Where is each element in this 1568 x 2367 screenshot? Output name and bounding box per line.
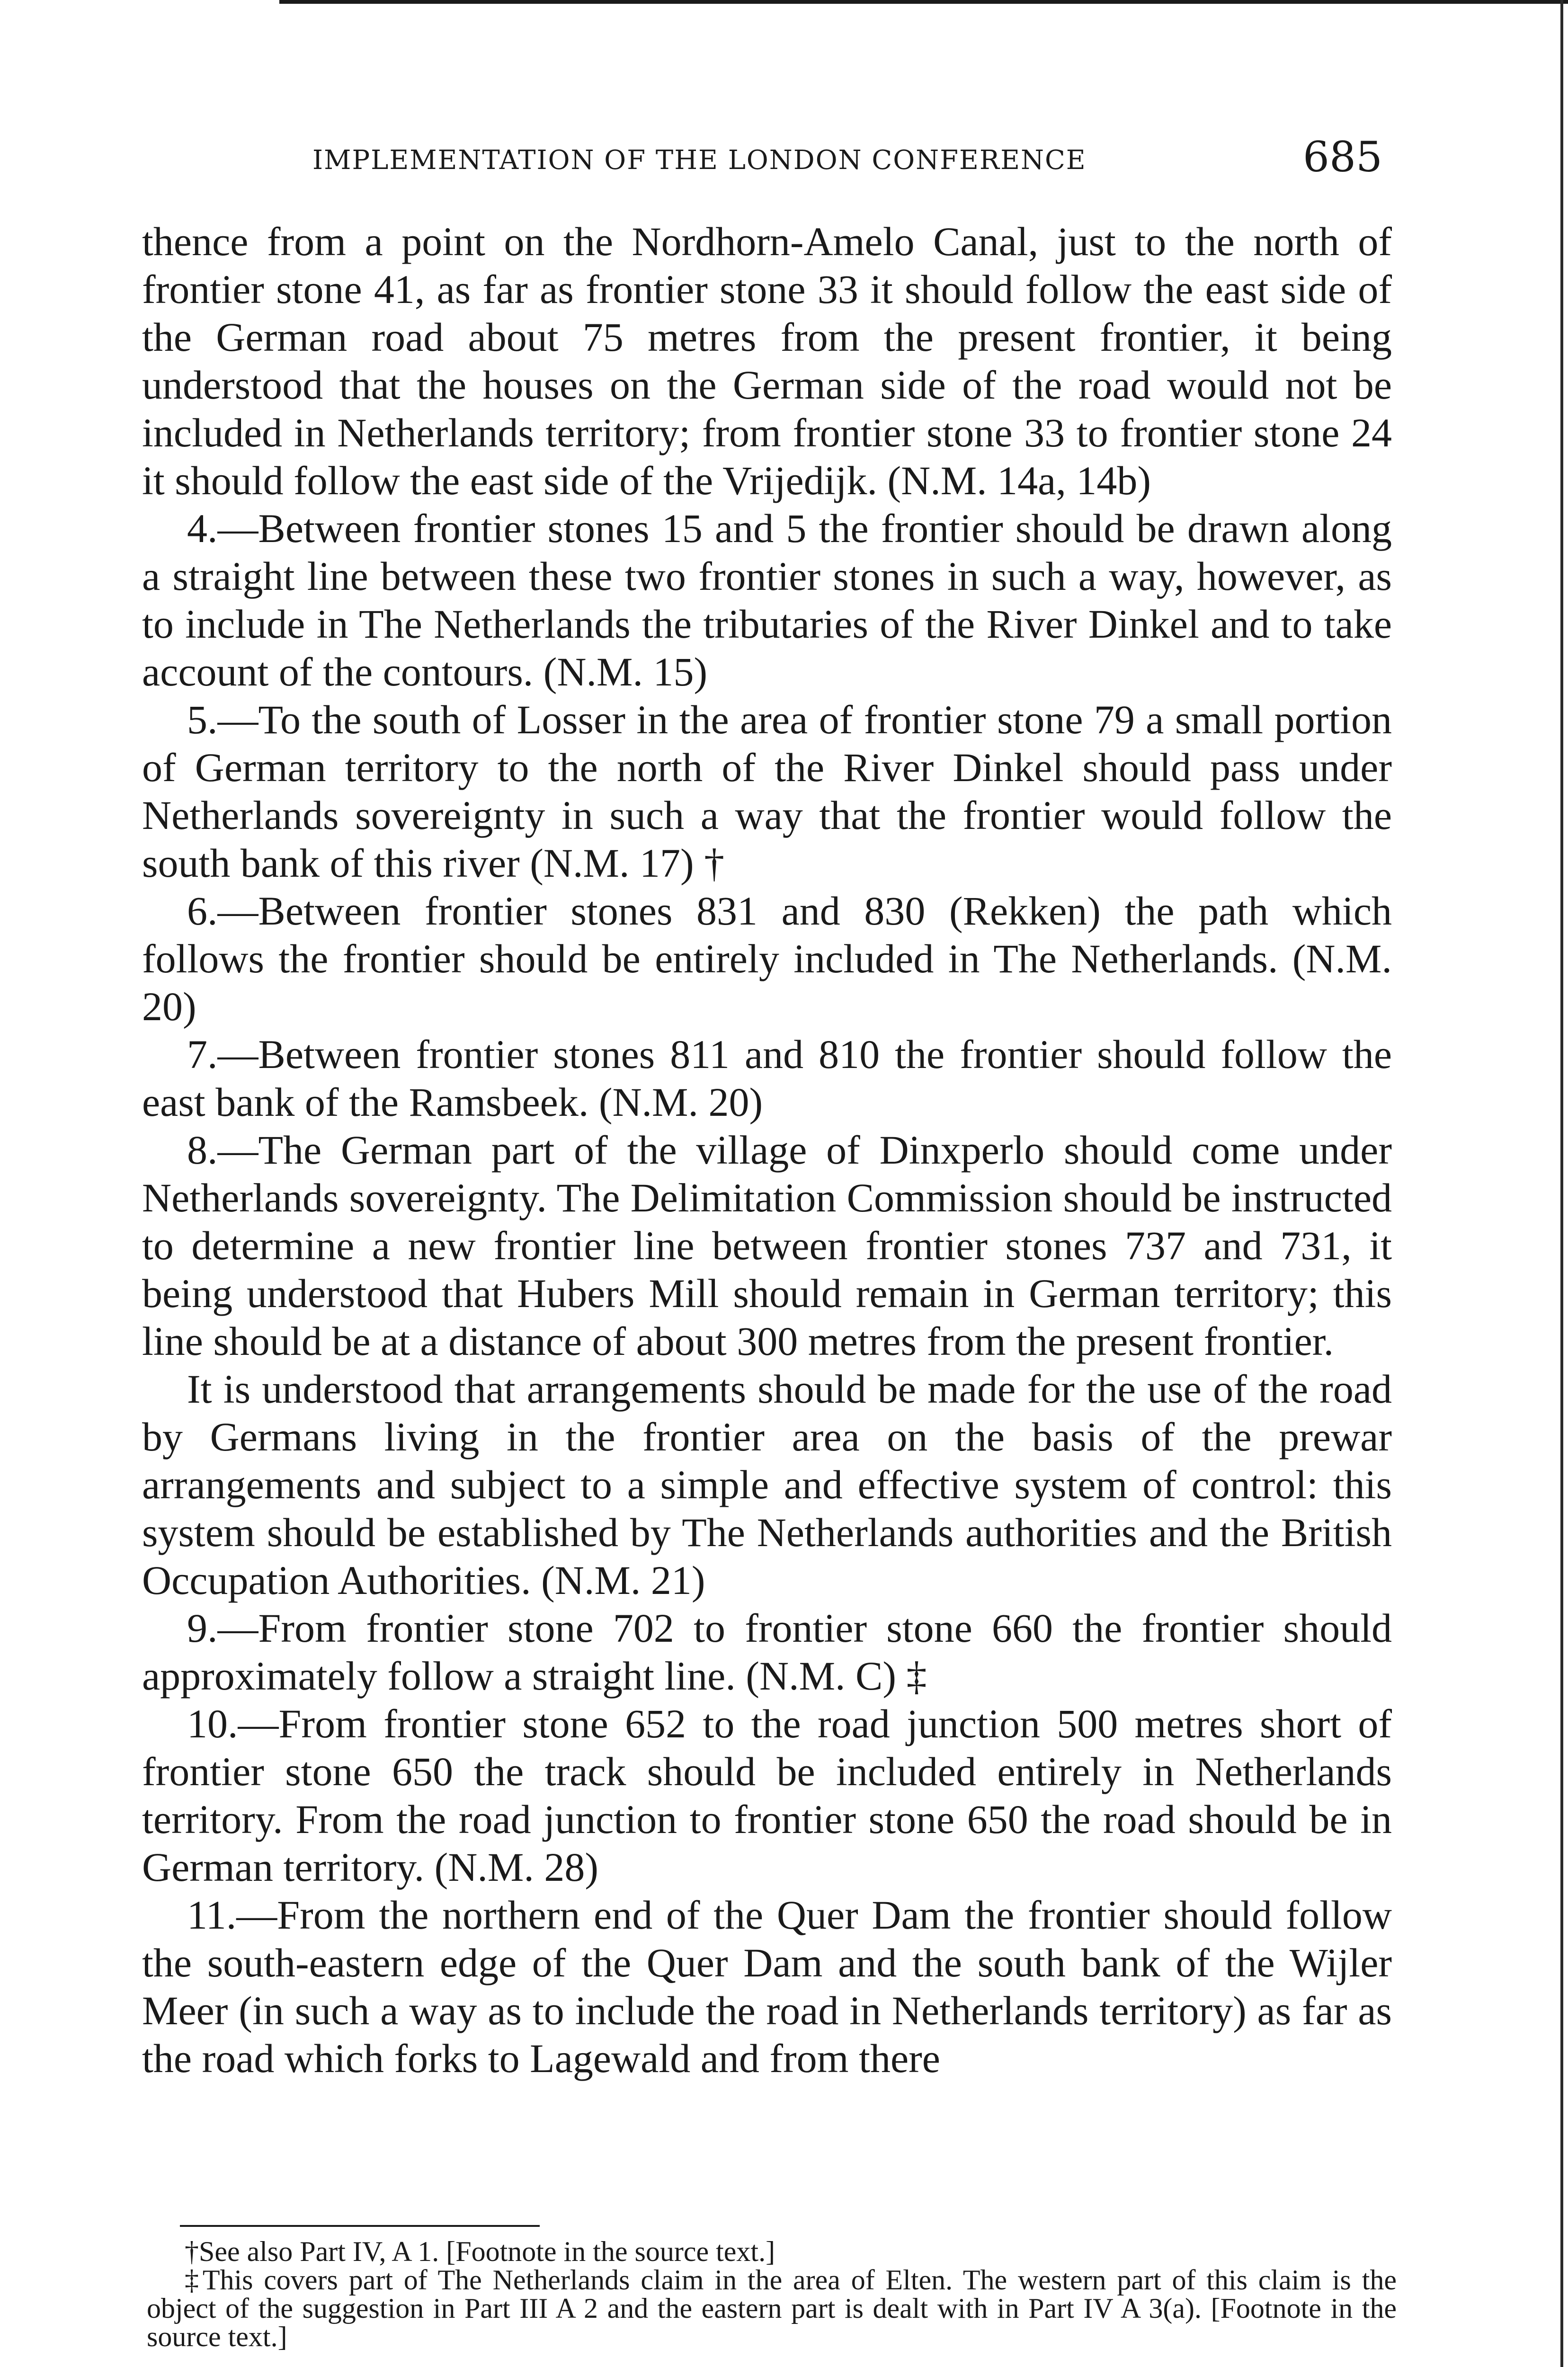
paragraph-item-6: 6.—Between frontier stones 831 and 830 (Rekken) the path which follows the frontier should be entirely included in The Netherlands. (N.M. 20) [142, 888, 1392, 1029]
top-border-line [279, 0, 1568, 4]
footnote-dagger: †See also Part IV, A 1. [Footnote in the source text.] [185, 2236, 775, 2267]
right-border-line [1560, 0, 1563, 2367]
paragraph-item-8-continued: It is understood that arrangements should be made for the use of the road by Germans living in the frontier area on the basis of the prewar arrangements and subject to a simple and effective system of control: this system should be established by The Netherlands authorities and the British Occupation Authorities. (N.M. 21) [142, 1366, 1392, 1603]
page-header [142, 133, 1382, 189]
paragraph-item-5: 5.—To the south of Losser in the area of frontier stone 79 a small portion of German territory to the north of the River Dinkel should pass under Netherlands sovereignty in such a way that the frontier would follow the south bank of this river (N.M. 17) † [142, 697, 1392, 886]
footnote-divider [180, 2225, 540, 2227]
paragraph-item-10: 10.—From frontier stone 652 to the road junction 500 metres short of frontier stone 650 the track should be included entirely in Netherlands territory. From the road junction to frontier stone 650 the road should be in German territory. (N.M. 28) [142, 1701, 1392, 1890]
paragraph-item-8: 8.—The German part of the village of Dinxperlo should come under Netherlands sovereignty. The Delimitation Commission should be instructed to determine a new frontier line between frontier stones 737 and 731, it being understood that Hubers Mill should remain in German territory; this line should be at a distance of about 300 metres from the present frontier. [142, 1127, 1392, 1364]
paragraph-item-4: 4.—Between frontier stones 15 and 5 the frontier should be drawn along a straight line between these two frontier stones in such a way, however, as to include in The Netherlands the tributaries of the River Dinkel and to take account of the contours. (N.M. 15) [142, 506, 1392, 694]
footnotes [147, 2225, 1397, 2351]
paragraph-item-11: 11.—From the northern end of the Quer Dam the frontier should follow the south-eastern edge of the Quer Dam and the south bank of the Wijler Meer (in such a way as to include the road in Netherlands territory) as far as the road which forks to Lagewald and from there [142, 1892, 1392, 2081]
footnote-double-dagger: ‡This covers part of The Netherlands claim in the area of Elten. The western part of this claim is the object of the suggestion in Part III A 2 and the eastern part is dealt with in Part IV A 3(a). [Footnote in the source text.] [147, 2264, 1397, 2352]
page-number: 685 [1303, 133, 1382, 181]
paragraph-continued: thence from a point on the Nordhorn-Amelo Canal, just to the north of frontier stone 41, as far as frontier stone 33 it should follow the east side of the German road about 75 metres from the present frontier, it being understood that the houses on the German side of the road would not be included in Netherlands territory; from frontier stone 33 to frontier stone 24 it should follow the east side of the Vrijedijk. (N.M. 14a, 14b) [142, 219, 1392, 503]
paragraph-item-9: 9.—From frontier stone 702 to frontier stone 660 the frontier should approximately follow a straight line. (N.M. C) ‡ [142, 1605, 1392, 1699]
running-head: IMPLEMENTATION OF THE LONDON CONFERENCE [312, 145, 1087, 176]
body-text [142, 218, 1392, 2082]
paragraph-item-7: 7.—Between frontier stones 811 and 810 the frontier should follow the east bank of the Ramsbeek. (N.M. 20) [142, 1032, 1392, 1125]
